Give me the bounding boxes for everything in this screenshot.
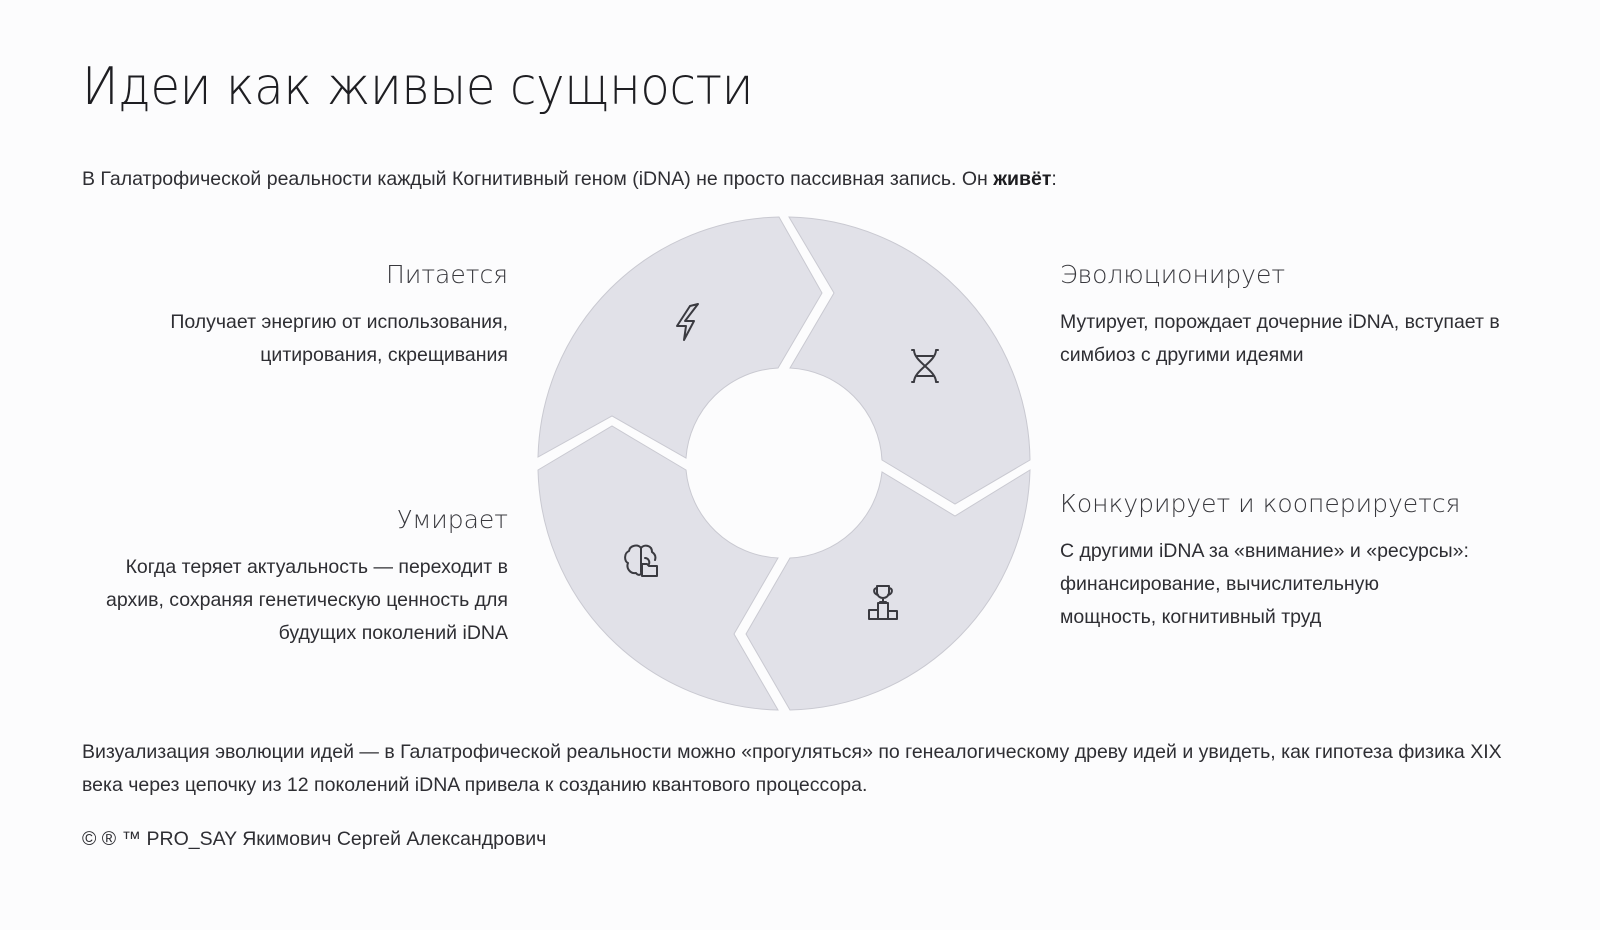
intro-end: :: [1051, 168, 1057, 190]
cycle-diagram: [520, 200, 1050, 730]
cycle-segment-feeds[interactable]: [538, 217, 822, 458]
cycle-label-dies: [68, 503, 508, 650]
cycle-segment-dies[interactable]: [538, 426, 778, 710]
cycle-label-title: Умирает: [397, 505, 508, 534]
intro-paragraph: [82, 166, 1057, 192]
cycle-label-evolves: [1060, 258, 1500, 372]
cycle-label-competes: [1060, 487, 1480, 634]
intro-emphasis: живёт: [993, 168, 1052, 190]
cycle-label-title: Питается: [386, 260, 508, 289]
cycle-label-feeds: [68, 258, 508, 372]
outro-paragraph: Визуализация эволюции идей — в Галатрофической реальности можно «прогуляться» по генеалогическому древу идей и увидеть, как гипотеза физика XIX века через цепочку из 12 поколений iDNA привела к созданию квантового процессора.: [82, 741, 1502, 796]
cycle-label-description: Когда теряет актуальность — переходит в архив, сохраняя генетическую ценность для будущих поколений iDNA: [105, 556, 508, 644]
cycle-label-description: Мутирует, порождает дочерние iDNA, вступает в симбиоз с другими идеями: [1060, 311, 1500, 366]
intro-text: В Галатрофической реальности каждый Когнитивный геном (iDNA) не просто пассивная запись. Он: [82, 168, 994, 190]
page-title: Идеи как живые сущности: [82, 57, 753, 117]
cycle-segment-evolves[interactable]: [789, 217, 1030, 504]
copyright-footer: © ® ™ PRO_SAY Якимович Сергей Александрович: [82, 828, 547, 850]
cycle-label-description: С другими iDNA за «внимание» и «ресурсы»: финансирование, вычислительную мощность, когнитивный труд: [1060, 540, 1469, 628]
cycle-label-title: Эволюционирует: [1060, 260, 1286, 289]
cycle-label-description: Получает энергию от использования, цитирования, скрещивания: [170, 311, 508, 366]
cycle-label-title: Конкурирует и кооперируется: [1060, 489, 1461, 518]
cycle-segment-competes[interactable]: [746, 470, 1030, 710]
